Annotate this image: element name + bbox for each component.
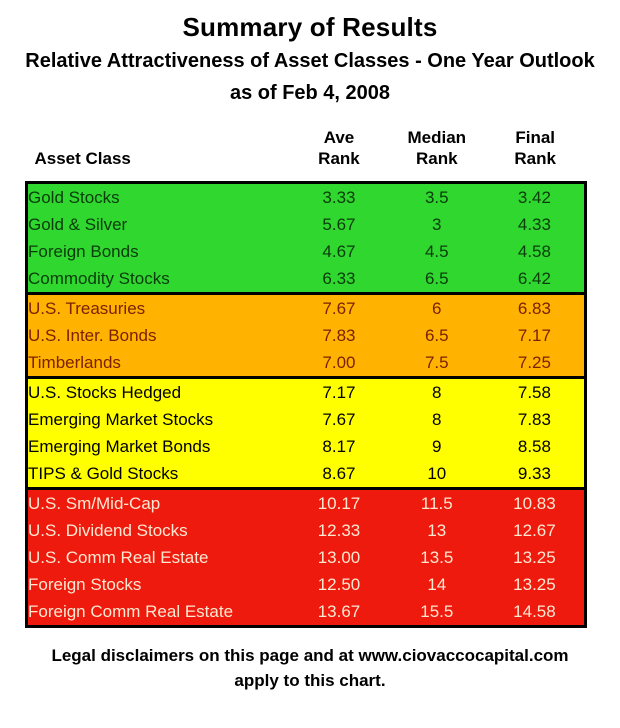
legal-disclaimer	[0, 643, 620, 693]
ave-rank-cell: 12.33	[317, 521, 361, 540]
asset-cell: U.S. Dividend Stocks	[28, 521, 188, 540]
median-rank-cell: 4.5	[424, 242, 449, 261]
ave-rank-cell: 7.17	[322, 383, 356, 402]
asset-cell: Timberlands	[28, 353, 121, 372]
column-header-ave-rank	[289, 127, 389, 183]
ave-rank-cell: 7.83	[322, 326, 356, 345]
column-header-label: Asset Class	[34, 149, 131, 168]
asset-cell: U.S. Inter. Bonds	[28, 326, 157, 345]
median-rank-cell: 6.5	[424, 326, 449, 345]
asset-cell: Foreign Bonds	[28, 242, 139, 261]
asset-cell: Emerging Market Bonds	[28, 437, 211, 456]
header-row	[27, 127, 586, 183]
asset-cell: Foreign Comm Real Estate	[28, 602, 234, 621]
median-rank-cell: 13.5	[420, 548, 454, 567]
section-green-most-attractive	[27, 183, 586, 294]
median-rank-cell: 13	[427, 521, 447, 540]
final-rank-cell: 7.58	[517, 383, 551, 402]
column-header-label: Rank	[318, 149, 360, 168]
table-row	[27, 544, 586, 571]
final-rank-cell: 8.58	[517, 437, 551, 456]
asset-cell: U.S. Treasuries	[28, 299, 146, 318]
ave-rank-cell: 5.67	[322, 215, 356, 234]
table-row	[27, 598, 586, 627]
table-row	[27, 406, 586, 433]
final-rank-cell: 6.83	[517, 299, 551, 318]
table-row	[27, 183, 586, 212]
median-rank-cell: 6	[432, 299, 442, 318]
column-header-asset-class	[27, 127, 290, 183]
column-header-median-rank	[389, 127, 485, 183]
table-row	[27, 349, 586, 378]
final-rank-cell: 13.25	[513, 548, 556, 567]
ave-rank-cell: 4.67	[322, 242, 356, 261]
ave-rank-cell: 7.67	[322, 299, 356, 318]
final-rank-cell: 9.33	[517, 464, 551, 483]
table-header	[27, 127, 586, 183]
table-row	[27, 378, 586, 407]
as-of-date: as of Feb 4, 2008	[229, 82, 391, 104]
ave-rank-cell: 12.50	[317, 575, 361, 594]
table-row	[27, 322, 586, 349]
ave-rank-cell: 7.00	[322, 353, 356, 372]
ave-rank-cell: 8.17	[322, 437, 356, 456]
page-subtitle: Relative Attractiveness of Asset Classes - One Year Outlook	[25, 50, 595, 72]
ave-rank-cell: 13.67	[317, 602, 361, 621]
table-row	[27, 211, 586, 238]
final-rank-cell: 7.83	[517, 410, 551, 429]
final-rank-cell: 4.33	[517, 215, 551, 234]
ave-rank-cell: 7.67	[322, 410, 356, 429]
column-header-label: Final	[515, 128, 556, 147]
section-orange	[27, 294, 586, 378]
table-row	[27, 433, 586, 460]
median-rank-cell: 8	[432, 410, 442, 429]
final-rank-cell: 14.58	[513, 602, 556, 621]
section-red-least-attractive	[27, 489, 586, 627]
final-rank-cell: 13.25	[513, 575, 556, 594]
final-rank-cell: 7.17	[517, 326, 551, 345]
column-header-label: Median	[407, 128, 467, 147]
median-rank-cell: 3.5	[424, 188, 449, 207]
column-header-label: Rank	[416, 149, 458, 168]
page-title: Summary of Results	[182, 12, 438, 42]
table-row	[27, 460, 586, 489]
final-rank-cell: 7.25	[517, 353, 551, 372]
asset-cell: Commodity Stocks	[28, 269, 170, 288]
final-rank-cell: 4.58	[517, 242, 551, 261]
final-rank-cell: 12.67	[513, 521, 556, 540]
table-row	[27, 571, 586, 598]
asset-cell: Gold & Silver	[28, 215, 128, 234]
ave-rank-cell: 10.17	[317, 494, 361, 513]
ave-rank-cell: 3.33	[322, 188, 356, 207]
column-header-label: Rank	[514, 149, 556, 168]
median-rank-cell: 8	[432, 383, 442, 402]
median-rank-cell: 15.5	[420, 602, 454, 621]
asset-cell: U.S. Comm Real Estate	[28, 548, 209, 567]
legal-disclaimer-line2: apply to this chart.	[234, 671, 386, 690]
final-rank-cell: 10.83	[513, 494, 556, 513]
asset-cell: Emerging Market Stocks	[28, 410, 214, 429]
final-rank-cell: 6.42	[517, 269, 551, 288]
asset-cell: U.S. Stocks Hedged	[28, 383, 182, 402]
median-rank-cell: 7.5	[424, 353, 449, 372]
asset-cell: Gold Stocks	[28, 188, 120, 207]
legal-disclaimer-line1: Legal disclaimers on this page and at www.ciovaccocapital.com	[51, 646, 569, 665]
ave-rank-cell: 8.67	[322, 464, 356, 483]
asset-cell: Foreign Stocks	[28, 575, 142, 594]
table-row	[27, 517, 586, 544]
table-row	[27, 294, 586, 323]
ave-rank-cell: 13.00	[317, 548, 361, 567]
median-rank-cell: 3	[432, 215, 442, 234]
table-row	[27, 265, 586, 294]
column-header-label: Ave	[323, 128, 355, 147]
column-header-final-rank	[485, 127, 586, 183]
asset-class-rank-table	[25, 127, 587, 628]
median-rank-cell: 10	[427, 464, 447, 483]
median-rank-cell: 9	[432, 437, 442, 456]
median-rank-cell: 14	[427, 575, 447, 594]
median-rank-cell: 11.5	[420, 494, 453, 513]
section-yellow	[27, 378, 586, 489]
median-rank-cell: 6.5	[424, 269, 449, 288]
final-rank-cell: 3.42	[517, 188, 551, 207]
asset-cell: U.S. Sm/Mid-Cap	[28, 494, 161, 513]
table-row	[27, 238, 586, 265]
ave-rank-cell: 6.33	[322, 269, 356, 288]
asset-cell: TIPS & Gold Stocks	[28, 464, 179, 483]
table-row	[27, 489, 586, 518]
